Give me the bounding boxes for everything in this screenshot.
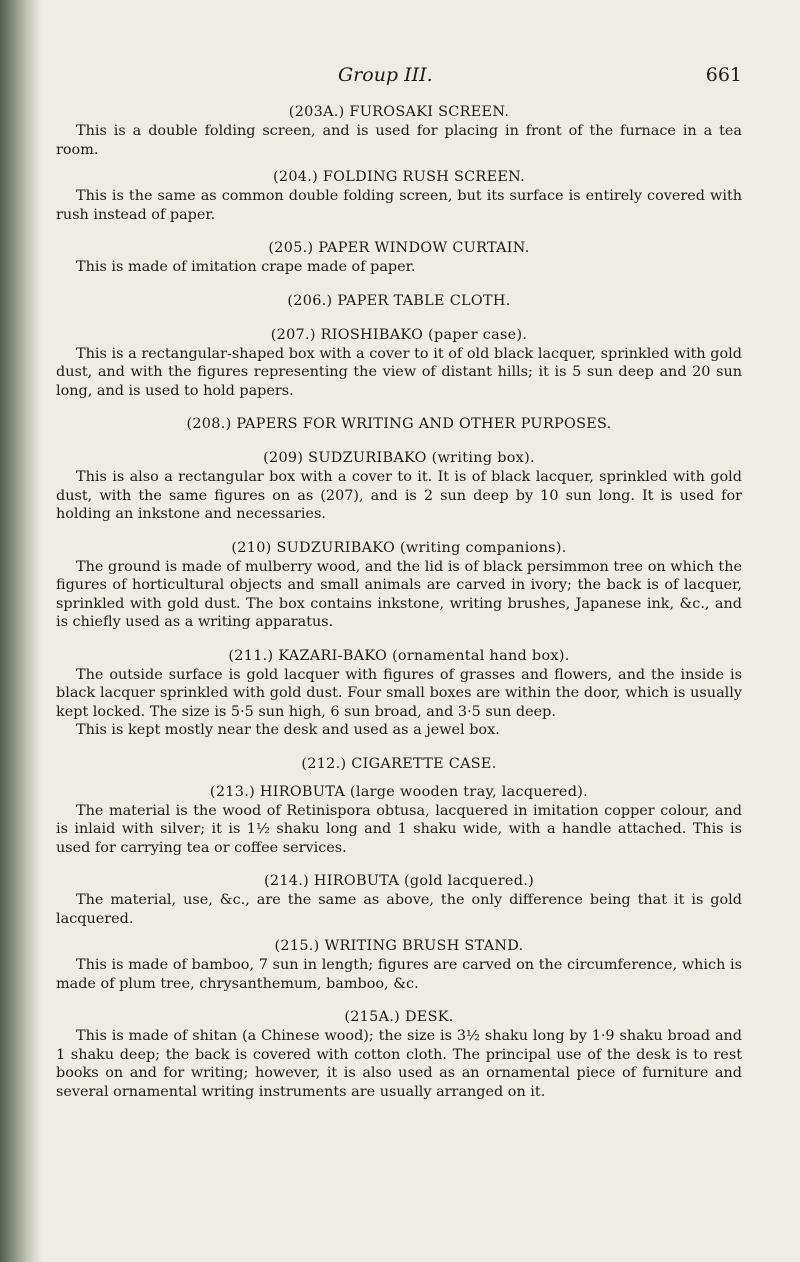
- entry-paragraph: The material, use, &c., are the same as above, the only difference being that it is gold lacquered.: [56, 892, 742, 927]
- entry-paragraph: This is made of bamboo, 7 sun in length; figures are carved on the circumference, which is made of plum tree, chrysanthemum, bamboo, &c.: [56, 957, 742, 992]
- entry-paragraph: This is the same as common double folding screen, but its surface is entirely covered with rush instead of paper.: [56, 188, 742, 223]
- entry-paragraph: The material is the wood of Retinispora obtusa, lacquered in imitation copper colour, and is inlaid with silver; it is 1½ shaku long and 1 shaku wide, with a handle attached. This is used for carrying tea or coffee services.: [56, 802, 742, 856]
- entry-207: [56, 325, 742, 401]
- entry-heading: (206.) PAPER TABLE CLOTH.: [287, 292, 511, 309]
- entry-paragraph: The outside surface is gold lacquer with figures of grasses and flowers, and the inside is black lacquer sprinkled with gold dust. Four small boxes are within the door, which is usually kept locked. The size is 5·5 sun high, 6 sun broad, and 3·5 sun deep.: [56, 666, 742, 720]
- entry-209: [56, 448, 742, 524]
- page-number: 661: [705, 64, 742, 86]
- entry-paragraph: This is made of shitan (a Chinese wood); the size is 3½ shaku long by 1·9 shaku broad and 1 shaku deep; the back is covered with cotton cloth. The principal use of the desk is to rest books on and for writing; however, it is also used as an ornamental piece of furniture and several ornamental writing instruments are usually arranged on it.: [56, 1028, 742, 1100]
- entry-heading: (213.) HIROBUTA (large wooden tray, lacquered).: [209, 783, 589, 800]
- entry-paragraph: This is kept mostly near the desk and used as a jewel box.: [76, 722, 500, 738]
- entry-heading: (215A.) DESK.: [344, 1009, 454, 1025]
- entry-heading: (214.) HIROBUTA (gold lacquered.): [263, 873, 534, 889]
- entry-206: [56, 291, 742, 311]
- entry-paragraph: This is also a rectangular box with a cover to it. It is of black lacquer, sprinkled with gold dust, with the same figures on as (207), and is 2 sun deep by 10 sun long. It is used for holding an inkstone and necessaries.: [56, 469, 742, 522]
- entry-heading: (207.) RIOSHIBAKO (paper case).: [270, 326, 528, 343]
- page-edge-shadow: [0, 0, 42, 1262]
- entry-heading: (203A.) FUROSAKI SCREEN.: [288, 104, 510, 120]
- entry-heading: (210) SUDZURIBAKO (writing companions).: [231, 539, 567, 556]
- page-body: [56, 102, 742, 1109]
- entry-heading: (208.) PAPERS FOR WRITING AND OTHER PURPOSES.: [186, 416, 612, 432]
- entry-214: [56, 871, 742, 928]
- entry-heading: (205.) PAPER WINDOW CURTAIN.: [268, 240, 530, 256]
- entry-215: [56, 936, 742, 993]
- entry-heading: (215.) WRITING BRUSH STAND.: [274, 938, 524, 954]
- entry-205: [56, 238, 742, 277]
- entry-paragraph: This is a rectangular-shaped box with a cover to it of old black lacquer, sprinkled with gold dust, and with the figures representing the view of distant hills; it is 5 sun deep and 20 sun long, and is used to hold papers.: [56, 345, 742, 399]
- entry-208: [56, 414, 742, 434]
- entry-heading: (212.) CIGARETTE CASE.: [301, 755, 497, 772]
- entry-211: [56, 646, 742, 740]
- entry-212: [56, 754, 742, 774]
- entry-204: [56, 167, 742, 224]
- entry-heading: (211.) KAZARI-BAKO (ornamental hand box).: [228, 647, 570, 664]
- entry-heading: (209) SUDZURIBAKO (writing box).: [263, 450, 535, 466]
- running-title: Group III.: [338, 64, 433, 86]
- entry-210: [56, 538, 742, 632]
- entry-paragraph: This is a double folding screen, and is used for placing in front of the furnace in a tea room.: [56, 123, 742, 158]
- entry-paragraph: The ground is made of mulberry wood, and the lid is of black persimmon tree on which the figures of horticultural objects and small animals are carved in ivory; the back is of lacquer, sprinkled with gold dust. The box contains inkstone, writing brushes, Japanese ink, &c., and is chiefly used as a writing apparatus.: [56, 558, 742, 630]
- entry-paragraph: This is made of imitation crape made of paper.: [76, 259, 416, 275]
- page-header: [0, 64, 800, 94]
- entry-213: [56, 782, 742, 858]
- entry-215a: [56, 1007, 742, 1101]
- entry-203a: [56, 102, 742, 159]
- entry-heading: (204.) FOLDING RUSH SCREEN.: [272, 169, 526, 185]
